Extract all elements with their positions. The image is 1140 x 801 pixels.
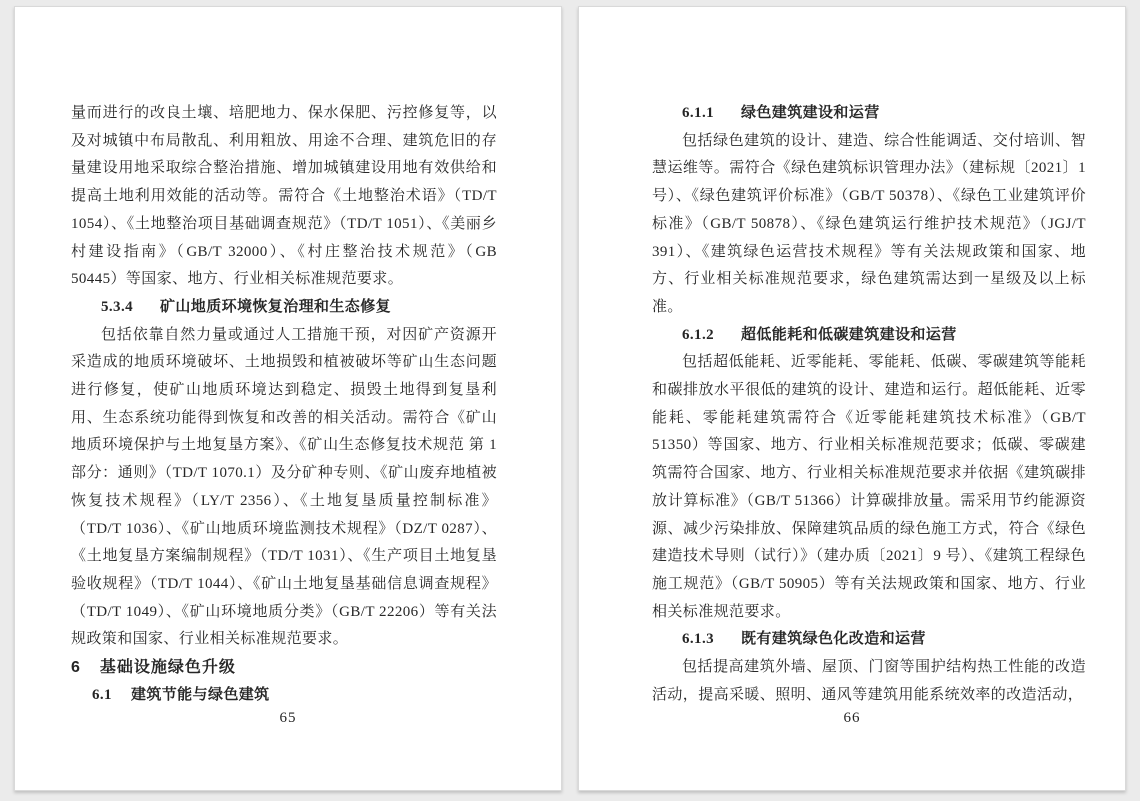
- section-title: 基础设施绿色升级: [99, 659, 236, 677]
- section-number: 6.1: [92, 686, 112, 703]
- page: [578, 6, 1126, 791]
- section-number: 6: [71, 659, 81, 677]
- section-heading: [652, 100, 1086, 128]
- section-number: 5.3.4: [101, 298, 133, 315]
- section-heading: [652, 322, 1086, 350]
- section-number: 6.1.3: [682, 631, 714, 648]
- section-heading: [652, 626, 1086, 654]
- paragraph: 包括超低能耗、近零能耗、零能耗、低碳、零碳建筑等能耗和碳排放水平很低的建筑的设计、建造和运行。超低能耗、近零能耗、零能耗建筑需符合《近零能耗建筑技术标准》（GB/T 51350）等国家、地方、行业相关标准规范要求；低碳、零碳建筑需符合国家、地方、行业相关标准规范要求并依据《建筑碳排放计算标准》（GB/T 51366）计算碳排放量。需采用节约能源资源、减少污染排放、保障建筑品质的绿色施工方式，符合《绿色建造技术导则（试行）》（建办质〔2021〕9 号）、《建筑工程绿色施工规范》（GB/T 50905）等有关法规政策和国家、地方、行业相关标准规范要求。: [652, 354, 1086, 620]
- paragraph: 包括绿色建筑的设计、建造、综合性能调适、交付培训、智慧运维等。需符合《绿色建筑标识管理办法》（建标规〔2021〕1 号）、《绿色建筑评价标准》（GB/T 50378）、《绿色工业建筑评价标准》（GB/T 50878）、《绿色建筑运行维护技术规范》（JGJ/T 391）、《建筑绿色运营技术规程》等有关法规政策和国家、地方、行业相关标准规范要求，绿色建筑需达到一星级及以上标准。: [652, 132, 1086, 315]
- page-text-column: [652, 100, 1086, 709]
- section-heading: [71, 294, 497, 322]
- section-number: 6.1.2: [682, 326, 714, 343]
- section-heading: [71, 682, 497, 710]
- section-title: 建筑节能与绿色建筑: [130, 686, 270, 703]
- paragraph: 包括依靠自然力量或通过人工措施干预，对因矿产资源开采造成的地质环境破坏、土地损毁和植被破坏等矿山生态问题进行修复，使矿山地质环境达到稳定、损毁土地得到复垦利用、生态系统功能得到恢复和改善的相关活动。需符合《矿山地质环境保护与土地复垦方案》、《矿山生态修复技术规范 第 1 部分：通则》（TD/T 1070.1）及分矿种专则、《矿山废弃地植被恢复技术规程》（LY/T 2356）、《土地复垦质量控制标准》（TD/T 1036）、《矿山地质环境监测技术规程》（DZ/T 0287）、《土地复垦方案编制规程》（TD/T 1031）、《生产项目土地复垦验收规程》（TD/T 1044）、《矿山土地复垦基础信息调查规程》（TD/T 1049）、《矿山环境地质分类》（GB/T 22206）等有关法规政策和国家、行业相关标准规范要求。: [71, 326, 497, 648]
- page-text-column: [71, 100, 497, 709]
- page: [14, 6, 562, 791]
- section-title: 绿色建筑建设和运营: [741, 105, 880, 121]
- section-title: 矿山地质环境恢复治理和生态修复: [160, 298, 392, 315]
- section-title: 超低能耗和低碳建筑建设和运营: [741, 326, 957, 343]
- paragraph: 包括提高建筑外墙、屋顶、门窗等围护结构热工性能的改造活动，提高采暖、照明、通风等建筑用能系统效率的改造活动，: [652, 659, 1086, 703]
- paragraph: 量而进行的改良土壤、培肥地力、保水保肥、污控修复等，以及对城镇中布局散乱、利用粗放、用途不合理、建筑危旧的存量建设用地采取综合整治措施、增加城镇建设用地有效供给和提高土地利用效能的活动等。需符合《土地整治术语》（TD/T 1054）、《土地整治项目基础调查规范》（TD/T 1051）、《美丽乡村建设指南》（GB/T 32000）、《村庄整治技术规范》（GB 50445）等国家、地方、行业相关标准规范要求。: [71, 105, 497, 288]
- section-title: 既有建筑绿色化改造和运营: [741, 631, 926, 648]
- page-number: 66: [843, 710, 861, 726]
- page-number: 65: [279, 710, 297, 726]
- section-number: 6.1.1: [682, 105, 714, 121]
- section-heading: [71, 654, 497, 682]
